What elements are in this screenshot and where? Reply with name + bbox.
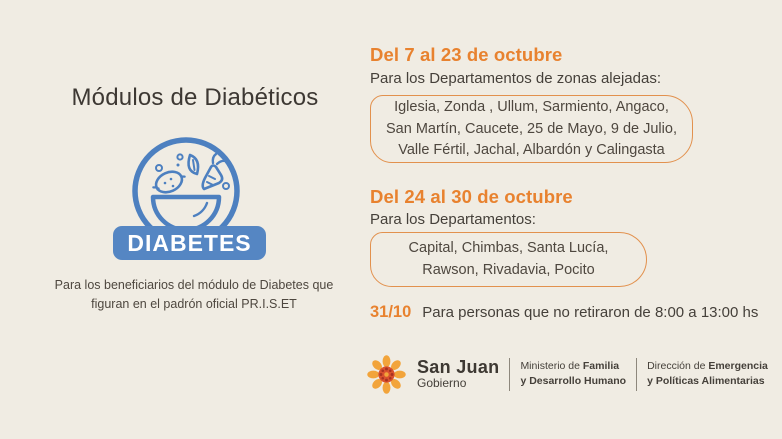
period2-departments-line1: Capital, Chimbas, Santa Lucía, xyxy=(408,240,609,257)
period1-heading: Del 7 al 23 de octubre xyxy=(370,44,563,65)
ministry-block xyxy=(520,359,626,388)
diabetes-badge: DIABETES xyxy=(113,226,266,260)
direction-line1: Dirección de Emergencia xyxy=(647,360,768,373)
footer-divider-2 xyxy=(636,358,637,391)
period2-departments-line2: Rawson, Rivadavia, Pocito xyxy=(422,261,595,278)
beneficiaries-note-line1: Para los beneficiarios del módulo de Diabetes que xyxy=(54,278,334,292)
footer-divider-1 xyxy=(509,358,510,391)
government-name: San Juan xyxy=(417,356,500,377)
period2-subheading: Para los Departamentos: xyxy=(370,211,536,228)
ministry-line2: y Desarrollo Humano xyxy=(520,375,627,387)
period1-subheading: Para los Departamentos de zonas alejadas: xyxy=(370,70,662,87)
late-pickup-date: 31/10 xyxy=(370,303,412,321)
government-footer xyxy=(366,352,768,396)
ministry-line1: Ministerio de Familia xyxy=(520,360,620,373)
government-name-block xyxy=(417,358,499,391)
period1-departments-line3: Valle Fértil, Jachal, Albardón y Calingasta xyxy=(398,141,665,158)
period2-heading: Del 24 al 30 de octubre xyxy=(370,186,573,207)
beneficiaries-note xyxy=(20,276,368,315)
beneficiaries-note-line2: figuran en el padrón oficial PR.I.S.ET xyxy=(91,297,297,312)
period1-departments-line1: Iglesia, Zonda , Ullum, Sarmiento, Angaco, xyxy=(394,99,669,116)
page-title: Módulos de Diabéticos xyxy=(71,84,319,111)
government-subtitle: Gobierno xyxy=(417,376,467,391)
direction-block xyxy=(647,359,768,388)
late-pickup-note xyxy=(370,303,758,322)
san-juan-logo-icon xyxy=(366,354,407,395)
period1-departments-box xyxy=(370,95,693,163)
period2-departments-box xyxy=(370,232,647,287)
late-pickup-text: Para personas que no retiraron de 8:00 a 13:00 hs xyxy=(422,304,759,321)
period1-departments-line2: San Martín, Caucete, 25 de Mayo, 9 de Julio, xyxy=(386,120,677,137)
direction-line2: y Políticas Alimentarias xyxy=(647,375,765,387)
